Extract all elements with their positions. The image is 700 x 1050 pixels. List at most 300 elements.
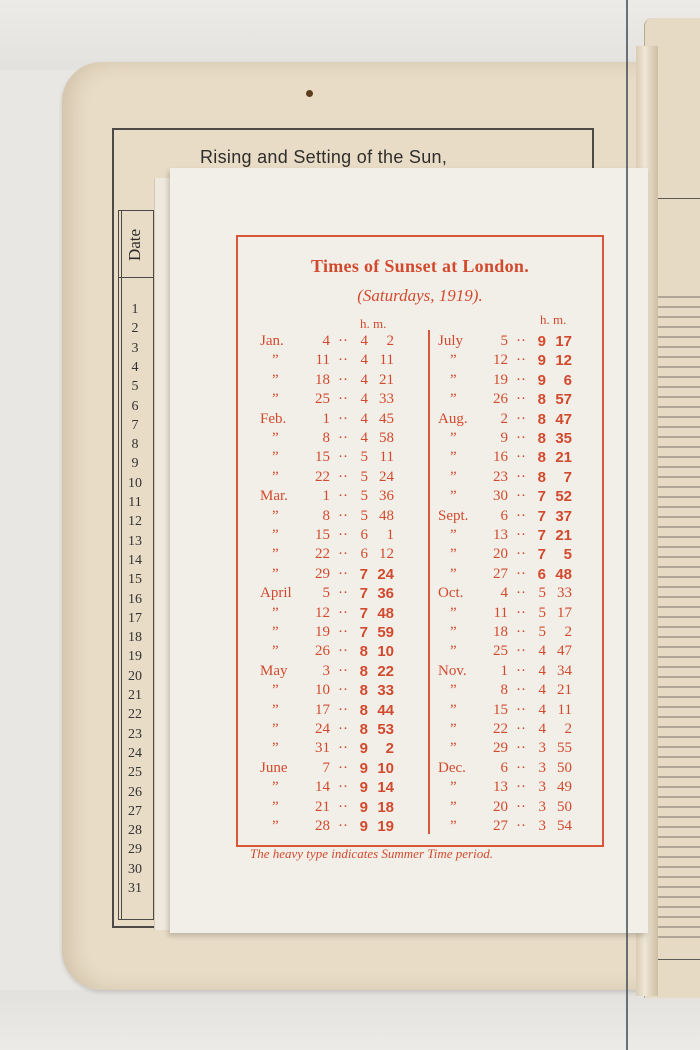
day-cell-left: 14	[315, 779, 330, 796]
leader-dots: ··	[516, 371, 526, 388]
leader-dots: ··	[338, 624, 348, 640]
leader-dots: ··	[338, 430, 348, 446]
day-number: 4	[131, 359, 139, 375]
card-title: Times of Sunset at London.	[310, 256, 530, 276]
hour-cell-left: 8	[359, 701, 368, 719]
day-cell-left: 8	[322, 507, 330, 524]
month-cell-left: ”	[272, 701, 279, 718]
hour-cell-left: 8	[359, 662, 368, 680]
glass-edge-line	[626, 0, 628, 1050]
hour-cell-left: 6	[360, 527, 368, 543]
minute-cell-left: 48	[379, 507, 394, 524]
day-cell-right: 11	[493, 604, 508, 621]
day-cell-left: 12	[315, 604, 330, 621]
hour-cell-right: 8	[537, 430, 546, 447]
minute-cell-left: 53	[377, 721, 394, 738]
minute-cell-left: 12	[379, 546, 394, 563]
hour-cell-right: 7	[537, 488, 546, 506]
month-cell-left: April	[260, 585, 292, 602]
month-cell-left: ”	[272, 507, 279, 524]
day-cell-right: 20	[493, 798, 508, 815]
day-cell-left: 22	[315, 546, 330, 563]
day-cell-left: 22	[315, 468, 330, 485]
leader-dots: ··	[516, 391, 526, 408]
month-cell-right: ”	[450, 352, 457, 369]
day-number: 21	[128, 688, 142, 703]
day-number: 2	[131, 321, 139, 337]
month-cell-right: Dec.	[438, 759, 466, 776]
day-number: 19	[128, 649, 142, 665]
minute-cell-left: 59	[377, 624, 394, 641]
hour-cell-left: 9	[359, 779, 368, 797]
minute-cell-right: 2	[564, 624, 572, 640]
leader-dots: ··	[338, 449, 348, 466]
hour-cell-right: 3	[538, 759, 546, 776]
leader-dots: ··	[516, 662, 526, 679]
minute-cell-left: 2	[385, 740, 394, 758]
month-cell-left: ”	[272, 779, 279, 796]
hour-cell-right: 7	[537, 546, 546, 564]
day-cell-right: 26	[493, 391, 508, 408]
leader-dots: ··	[338, 721, 348, 737]
day-cell-left: 19	[315, 624, 330, 640]
day-cell-right: 27	[493, 565, 508, 582]
minute-cell-right: 5	[563, 546, 572, 564]
hour-cell-right: 5	[538, 604, 546, 621]
day-cell-right: 6	[500, 507, 508, 524]
leader-dots: ··	[516, 818, 526, 834]
day-cell-right: 16	[493, 449, 508, 466]
month-cell-right: ”	[450, 468, 457, 485]
next-page-text-lines	[651, 288, 700, 948]
leader-dots: ··	[338, 546, 348, 563]
day-cell-right: 27	[493, 818, 508, 834]
month-cell-left: ”	[272, 643, 279, 660]
month-cell-left: May	[260, 662, 288, 679]
month-cell-left: ”	[272, 371, 279, 388]
hour-cell-left: 9	[359, 818, 368, 835]
leader-dots: ··	[516, 604, 526, 621]
leader-dots: ··	[516, 410, 526, 427]
hour-cell-right: 8	[537, 449, 546, 467]
leader-dots: ··	[516, 798, 526, 815]
day-cell-left: 29	[315, 565, 330, 582]
leader-dots: ··	[516, 507, 526, 524]
month-cell-right: July	[438, 333, 464, 349]
day-number: 28	[128, 823, 142, 839]
month-cell-left: ”	[272, 740, 279, 757]
day-cell-right: 22	[493, 721, 508, 737]
day-number: 10	[128, 475, 142, 491]
leader-dots: ··	[338, 759, 348, 776]
day-cell-right: 13	[493, 779, 508, 796]
month-cell-left: ”	[272, 449, 279, 466]
month-cell-right: Nov.	[438, 662, 467, 679]
minute-cell-right: 55	[557, 740, 572, 757]
hour-cell-right: 9	[537, 333, 546, 350]
hour-cell-left: 5	[360, 488, 368, 505]
day-number: 3	[131, 340, 139, 356]
date-column-label: Date	[125, 228, 144, 262]
month-cell-right: ”	[450, 740, 457, 757]
minute-cell-right: 17	[557, 604, 572, 621]
leader-dots: ··	[516, 643, 526, 660]
leader-dots: ··	[338, 507, 348, 524]
month-cell-right: ”	[450, 701, 457, 718]
leader-dots: ··	[516, 488, 526, 505]
month-cell-left: June	[260, 759, 288, 776]
leader-dots: ··	[338, 662, 348, 679]
leader-dots: ··	[338, 352, 348, 369]
leader-dots: ··	[516, 759, 526, 776]
hour-cell-right: 7	[537, 507, 546, 525]
month-cell-right: Oct.	[438, 585, 464, 602]
minute-cell-left: 1	[386, 527, 394, 543]
minute-cell-left: 21	[379, 371, 394, 388]
hour-cell-right: 4	[538, 643, 546, 660]
day-number: 5	[131, 379, 139, 395]
day-cell-right: 30	[493, 488, 508, 505]
minute-cell-left: 14	[377, 779, 394, 797]
day-cell-left: 5	[322, 585, 330, 602]
month-cell-left: ”	[272, 604, 279, 621]
minute-cell-right: 47	[557, 643, 572, 660]
day-number: 18	[128, 630, 142, 646]
hour-cell-left: 9	[359, 759, 368, 777]
minute-cell-left: 36	[379, 488, 394, 505]
month-cell-left: ”	[272, 798, 279, 815]
minute-cell-right: 47	[555, 410, 572, 428]
day-number: 12	[128, 514, 142, 530]
month-cell-left: ”	[272, 624, 279, 640]
day-cell-left: 15	[315, 527, 330, 543]
hour-cell-left: 4	[360, 371, 368, 388]
day-cell-left: 8	[322, 430, 330, 446]
day-cell-left: 11	[315, 352, 330, 369]
leader-dots: ··	[338, 371, 348, 388]
hour-cell-left: 7	[359, 624, 368, 641]
month-cell-right: ”	[450, 565, 457, 582]
day-number: 11	[128, 495, 142, 510]
day-cell-left: 28	[315, 818, 330, 834]
hour-cell-right: 8	[537, 410, 546, 428]
minute-cell-right: 37	[555, 507, 572, 525]
month-cell-right: ”	[450, 779, 457, 796]
hour-cell-left: 9	[359, 798, 368, 816]
minute-cell-left: 45	[379, 410, 394, 427]
leader-dots: ··	[516, 352, 526, 369]
leader-dots: ··	[516, 721, 526, 737]
leader-dots: ··	[516, 624, 526, 640]
month-cell-right: ”	[450, 818, 457, 834]
day-cell-right: 18	[493, 624, 508, 640]
hour-cell-right: 3	[538, 798, 546, 815]
month-cell-right: ”	[450, 527, 457, 543]
month-cell-left: Mar.	[260, 488, 288, 505]
day-number: 13	[128, 533, 142, 549]
day-number: 25	[128, 765, 142, 781]
minute-cell-right: 7	[563, 468, 572, 486]
day-number: 16	[128, 591, 142, 607]
hour-cell-left: 4	[360, 333, 368, 349]
minute-cell-right: 34	[557, 662, 572, 679]
day-cell-left: 3	[322, 662, 330, 679]
minute-cell-right: 49	[557, 779, 572, 796]
hour-cell-left: 5	[360, 449, 368, 466]
pin-hole	[306, 90, 313, 97]
leader-dots: ··	[516, 527, 526, 543]
month-cell-left: ”	[272, 682, 279, 699]
day-cell-right: 1	[500, 662, 508, 679]
leader-dots: ··	[338, 527, 348, 543]
minute-cell-right: 54	[557, 818, 572, 834]
hour-cell-left: 4	[360, 391, 368, 408]
day-cell-right: 12	[493, 352, 508, 369]
day-cell-left: 21	[315, 798, 330, 815]
minute-cell-left: 19	[377, 818, 394, 835]
minute-cell-left: 33	[377, 682, 394, 700]
background-bottom	[0, 990, 700, 1050]
leader-dots: ··	[516, 333, 526, 349]
day-number: 15	[128, 572, 142, 588]
minute-cell-right: 2	[564, 721, 572, 737]
month-cell-right: ”	[450, 488, 457, 505]
month-cell-right: ”	[450, 643, 457, 660]
hour-cell-left: 7	[359, 565, 368, 583]
hour-cell-left: 7	[359, 604, 368, 622]
leader-dots: ··	[338, 740, 348, 757]
month-cell-left: ”	[272, 352, 279, 369]
day-cell-right: 23	[493, 468, 508, 485]
leader-dots: ··	[516, 546, 526, 563]
minute-cell-left: 48	[377, 604, 394, 622]
month-cell-right: ”	[450, 604, 457, 621]
minute-cell-left: 11	[379, 449, 394, 466]
leader-dots: ··	[516, 585, 526, 602]
day-number: 22	[128, 707, 142, 723]
minute-cell-left: 58	[379, 430, 394, 446]
day-number: 31	[128, 881, 142, 896]
day-number: 17	[128, 610, 142, 626]
leader-dots: ··	[516, 740, 526, 757]
leader-dots: ··	[338, 488, 348, 505]
hour-cell-right: 3	[538, 818, 546, 834]
day-number: 6	[131, 398, 139, 414]
hour-cell-right: 5	[538, 585, 546, 602]
month-cell-right: ”	[450, 391, 457, 408]
minute-cell-right: 35	[555, 430, 572, 447]
month-cell-right: ”	[450, 449, 457, 466]
day-number: 23	[128, 726, 142, 742]
hour-cell-right: 3	[538, 779, 546, 796]
month-cell-right: Aug.	[438, 410, 468, 427]
day-cell-left: 25	[315, 391, 330, 408]
day-number: 27	[128, 803, 142, 819]
day-cell-left: 4	[322, 333, 330, 349]
leader-dots: ··	[338, 779, 348, 796]
month-cell-right: Sept.	[438, 507, 469, 524]
day-cell-right: 4	[500, 585, 508, 602]
hour-cell-left: 6	[360, 546, 368, 563]
minute-cell-right: 11	[557, 701, 572, 718]
hour-cell-left: 8	[359, 643, 368, 661]
unit-label-left: h. m.	[360, 316, 387, 331]
day-number: 20	[128, 668, 142, 684]
month-cell-left: ”	[272, 721, 279, 737]
leader-dots: ··	[338, 585, 348, 602]
leader-dots: ··	[516, 682, 526, 699]
day-cell-left: 24	[315, 721, 330, 737]
leader-dots: ··	[516, 701, 526, 718]
month-cell-right: ”	[450, 371, 457, 388]
minute-cell-right: 52	[555, 488, 572, 506]
day-number: 7	[131, 417, 139, 433]
minute-cell-left: 2	[386, 333, 394, 349]
minute-cell-right: 57	[555, 391, 572, 409]
day-cell-right: 13	[493, 527, 508, 543]
leader-dots: ··	[338, 410, 348, 427]
day-cell-left: 7	[322, 759, 330, 776]
day-cell-right: 5	[500, 333, 508, 349]
leader-dots: ··	[516, 430, 526, 446]
minute-cell-right: 21	[557, 682, 572, 699]
leader-dots: ··	[338, 682, 348, 699]
day-cell-right: 6	[500, 759, 508, 776]
day-cell-left: 17	[315, 701, 330, 718]
hour-cell-right: 9	[537, 352, 546, 370]
day-cell-right: 29	[493, 740, 508, 757]
hour-cell-right: 8	[537, 391, 546, 409]
day-number: 29	[128, 842, 142, 858]
leader-dots: ··	[516, 779, 526, 796]
day-cell-left: 1	[322, 488, 330, 505]
leader-dots: ··	[338, 391, 348, 408]
leader-dots: ··	[338, 701, 348, 718]
month-cell-left: ”	[272, 430, 279, 446]
leader-dots: ··	[516, 468, 526, 485]
hour-cell-right: 4	[538, 721, 546, 737]
month-cell-left: Jan.	[260, 333, 284, 349]
leader-dots: ··	[338, 468, 348, 485]
hour-cell-right: 5	[538, 624, 546, 640]
day-cell-right: 8	[500, 682, 508, 699]
leader-dots: ··	[338, 643, 348, 660]
leader-dots: ··	[338, 818, 348, 834]
day-cell-right: 9	[500, 430, 508, 446]
day-number: 30	[128, 861, 142, 877]
month-cell-right: ”	[450, 546, 457, 563]
month-cell-right: ”	[450, 682, 457, 699]
month-cell-left: ”	[272, 565, 279, 582]
hour-cell-right: 4	[538, 701, 546, 718]
day-number: 26	[128, 784, 142, 800]
minute-cell-left: 36	[377, 585, 394, 603]
leader-dots: ··	[338, 333, 348, 349]
minute-cell-left: 44	[377, 701, 394, 719]
day-number: 9	[131, 456, 139, 472]
leader-dots: ··	[516, 449, 526, 466]
hour-cell-left: 8	[359, 721, 368, 738]
unit-label-right: h. m.	[540, 312, 567, 327]
hour-cell-left: 4	[360, 430, 368, 446]
minute-cell-left: 24	[377, 565, 394, 583]
month-cell-right: ”	[450, 624, 457, 640]
minute-cell-left: 33	[379, 391, 394, 408]
minute-cell-left: 11	[379, 352, 394, 369]
day-number: 14	[128, 552, 142, 568]
day-cell-left: 26	[315, 643, 330, 660]
page-header: Rising and Setting of the Sun,	[200, 147, 448, 167]
minute-cell-right: 48	[555, 565, 572, 583]
column-divider	[428, 330, 430, 834]
month-cell-right: ”	[450, 798, 457, 815]
day-cell-left: 18	[315, 371, 330, 388]
minute-cell-left: 10	[377, 759, 394, 777]
month-cell-left: ”	[272, 468, 279, 485]
minute-cell-right: 21	[555, 449, 572, 467]
day-cell-right: 2	[500, 410, 508, 427]
hour-cell-left: 5	[360, 507, 368, 524]
day-cell-left: 31	[315, 740, 330, 757]
day-cell-left: 1	[322, 410, 330, 427]
minute-cell-left: 24	[379, 468, 394, 485]
background-top	[0, 0, 700, 70]
hour-cell-right: 9	[537, 371, 546, 389]
day-cell-right: 25	[493, 643, 508, 660]
minute-cell-right: 33	[557, 585, 572, 602]
month-cell-right: ”	[450, 721, 457, 737]
leader-dots: ··	[338, 565, 348, 582]
minute-cell-right: 6	[563, 371, 572, 389]
day-cell-left: 10	[315, 682, 330, 699]
minute-cell-left: 22	[377, 662, 394, 680]
hour-cell-left: 5	[360, 468, 368, 485]
card-subtitle: (Saturdays, 1919).	[357, 286, 483, 305]
hour-cell-left: 4	[360, 352, 368, 369]
minute-cell-right: 50	[557, 798, 572, 815]
hour-cell-right: 4	[538, 682, 546, 699]
footnote: The heavy type indicates Summer Time period.	[250, 846, 493, 861]
hour-cell-left: 9	[359, 740, 368, 758]
hour-cell-right: 4	[538, 662, 546, 679]
minute-cell-right: 50	[557, 759, 572, 776]
month-cell-left: ”	[272, 527, 279, 543]
minute-cell-right: 21	[555, 527, 572, 544]
minute-cell-right: 17	[555, 333, 572, 350]
minute-cell-left: 10	[377, 643, 394, 661]
minute-cell-left: 18	[377, 798, 394, 816]
day-cell-left: 15	[315, 449, 330, 466]
hour-cell-right: 8	[537, 468, 546, 486]
month-cell-left: ”	[272, 818, 279, 834]
leader-dots: ··	[516, 565, 526, 582]
hour-cell-left: 7	[359, 585, 368, 603]
leader-dots: ··	[338, 604, 348, 621]
month-cell-left: ”	[272, 546, 279, 563]
hour-cell-left: 4	[360, 410, 368, 427]
month-cell-left: Feb.	[260, 410, 287, 427]
hour-cell-right: 6	[537, 565, 546, 583]
minute-cell-right: 12	[555, 352, 572, 370]
month-cell-left: ”	[272, 391, 279, 408]
day-number: 8	[131, 437, 139, 453]
day-cell-right: 20	[493, 546, 508, 563]
hour-cell-right: 3	[538, 740, 546, 757]
day-number: 24	[128, 745, 142, 761]
hour-cell-right: 7	[537, 527, 546, 544]
leader-dots: ··	[338, 798, 348, 815]
hour-cell-left: 8	[359, 682, 368, 700]
